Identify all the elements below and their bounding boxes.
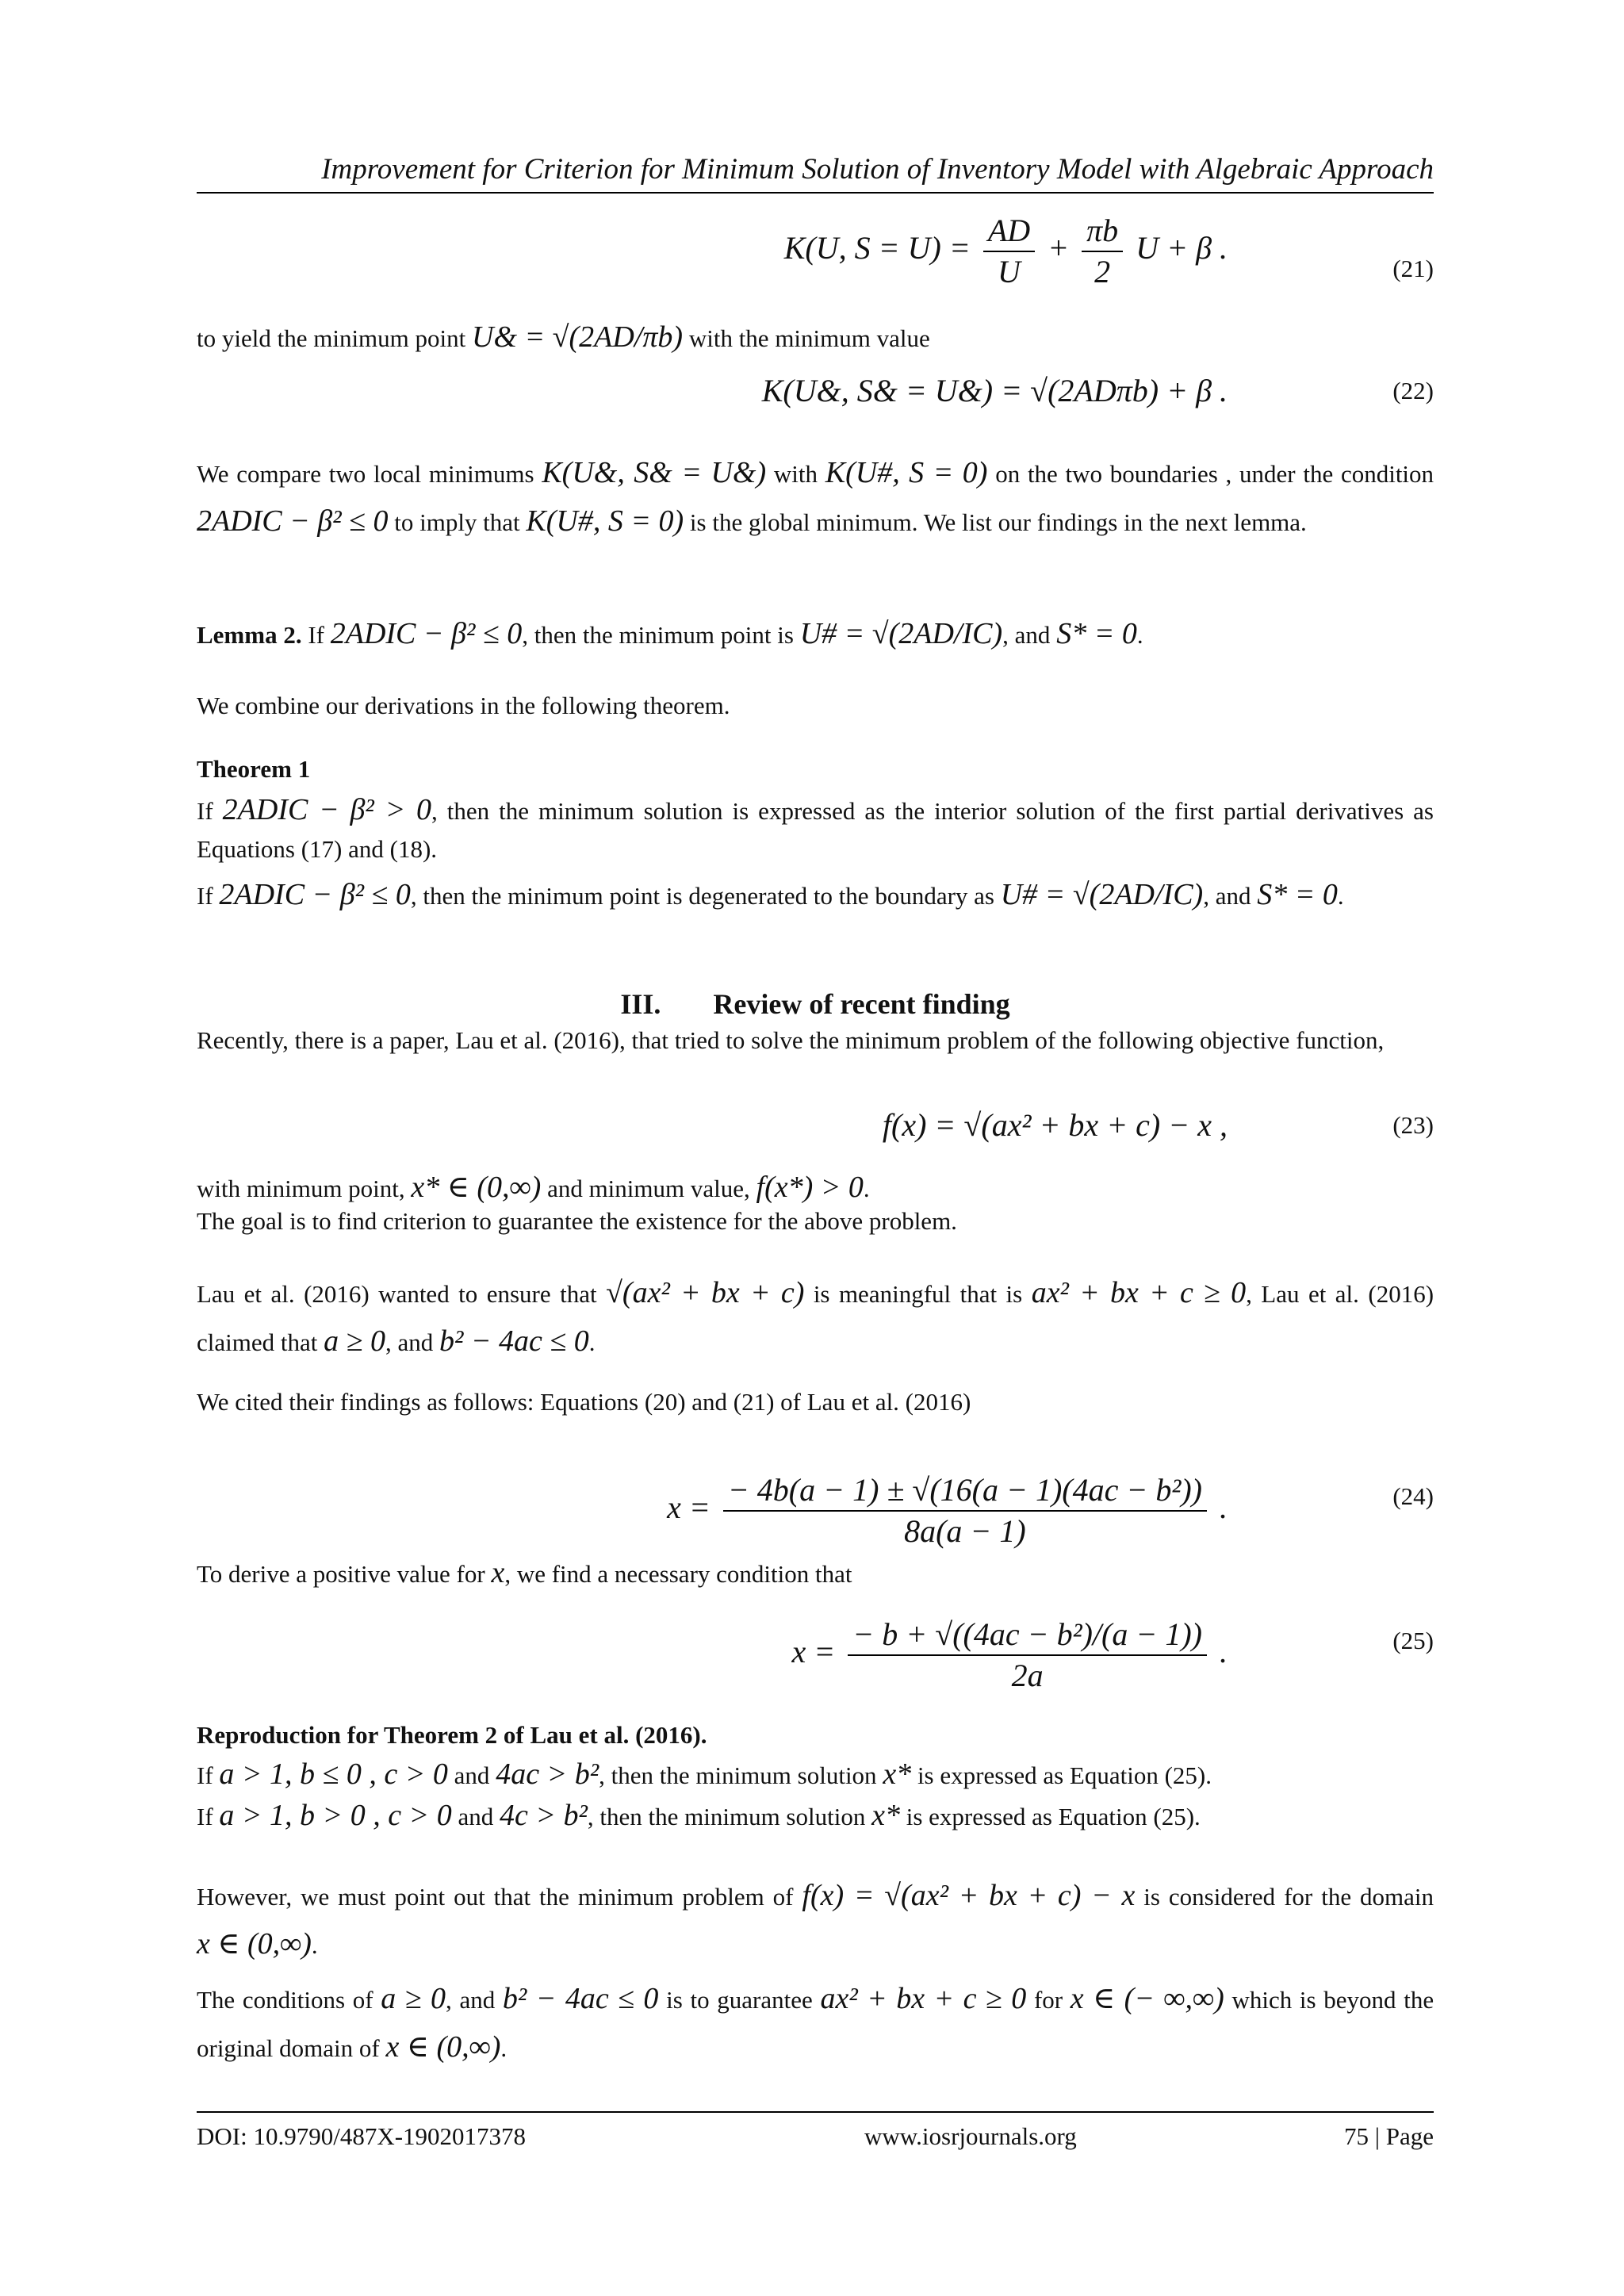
text-run: on the two boundaries , under the condition [995,460,1434,488]
math-inline: 2ADIC − β² > 0 [222,793,431,826]
reproduction-line-1 [197,1753,1434,1796]
math-inline: x [491,1556,505,1589]
eq21-frac2-den: 2 [1094,254,1111,289]
math-inline: 4ac > b² [496,1757,599,1791]
reproduction-line-2 [197,1794,1434,1838]
math-inline: x* [871,1799,900,1832]
eq24-lhs: x = [667,1489,710,1526]
section-title: Review of recent finding [713,988,1010,1020]
header-rule [197,192,1434,194]
equation-25-number: (25) [1392,1627,1434,1655]
eq21-frac1-den: U [998,254,1021,289]
math-inline: 2ADIC − β² ≤ 0 [330,617,523,650]
text-run: . [588,1328,596,1356]
equation-22-number: (22) [1392,377,1434,405]
text-run: and minimum value, [547,1175,750,1202]
eq21-plus: + [1048,230,1070,266]
text-run: is expressed as Equation (25). [906,1803,1201,1830]
math-inline: x ∈ (− ∞,∞) [1070,1982,1224,2015]
text-run: If [197,797,213,825]
math-inline: S* = 0 [1257,878,1338,911]
math-inline: f(x*) > 0 [756,1171,864,1204]
eq24-numerator: − 4b(a − 1) ± √(16(a − 1)(4ac − b²)) [723,1470,1207,1512]
math-inline: b² − 4ac ≤ 0 [439,1324,589,1358]
text-run: with the minimum value [688,324,930,352]
footer-rule [197,2111,1434,2113]
paragraph-combine: We combine our derivations in the following theorem. [197,692,730,719]
text-run: , and [1203,882,1251,910]
paragraph-min-point [197,316,1434,359]
eq25-denominator: 2a [1011,1658,1044,1693]
math-inline: U# = √(2AD/IC) [1000,878,1204,911]
math-inline: 4c > b² [499,1799,588,1832]
math-inline: 2ADIC − β² ≤ 0 [197,504,389,538]
equation-22 [197,358,1434,422]
paragraph-recently: Recently, there is a paper, Lau et al. (2016), that tried to solve the minimum problem of the following objective function, [197,1026,1385,1054]
eq25-numerator: − b + √((4ac − b²)/(a − 1)) [848,1615,1207,1656]
text-run: and [458,1803,494,1830]
eq25-tail: . [1220,1634,1228,1670]
math-inline: b² − 4ac ≤ 0 [502,1982,659,2015]
eq21-frac-ad-u [983,211,1035,292]
equation-21 [197,213,1434,300]
equation-23-expr: f(x) = √(ax² + bx + c) − x , [882,1107,1228,1143]
footer-page: 75 | Page [1344,2122,1434,2150]
math-inline: K(U&, S& = U&) [542,456,767,489]
math-inline: S* = 0 [1056,617,1137,650]
text-run: . [1337,882,1344,910]
eq24-fraction [723,1470,1207,1551]
math-inline: a ≥ 0 [381,1982,446,2015]
footer-site: www.iosrjournals.org [864,2122,1077,2150]
text-run: , then the minimum point is [522,621,794,649]
equation-24-number: (24) [1392,1482,1434,1511]
text-run: . [1136,621,1143,649]
math-inline: a > 1, b > 0 , c > 0 [219,1799,452,1832]
text-run: , and [446,1986,496,2014]
eq24-tail: . [1220,1489,1228,1526]
text-run: . [863,1175,870,1202]
footer-doi: DOI: 10.9790/487X-1902017378 [197,2122,527,2150]
text-run: , Lau et al. (2016) claimed that [197,1280,1434,1356]
equation-22-expr: K(U&, S& = U&) = √(2ADπb) + β . [761,373,1228,408]
text-run: is the global minimum. We list our findings in the next lemma. [689,508,1307,536]
math-inline: ax² + bx + c ≥ 0 [820,1982,1027,2015]
equation-21-expr [784,211,1228,292]
reproduction-label: Reproduction for Theorem 2 of Lau et al. (2016). [197,1721,707,1749]
equation-24-expr [667,1470,1228,1551]
text-run: If [197,1761,213,1789]
math-inline: U& = √(2AD/πb) [472,320,684,354]
text-run: is considered for the domain [1143,1883,1434,1911]
text-run: is meaningful that is [813,1280,1023,1308]
eq21-rhs: U + β . [1136,230,1228,266]
text-run: to imply that [394,508,520,536]
eq24-denominator: 8a(a − 1) [904,1513,1026,1549]
lemma-label: Lemma 2. [197,621,302,649]
text-run: . [500,2033,508,2062]
paragraph-however [197,1872,1434,1968]
text-run: for [1033,1986,1063,2014]
text-run: The conditions of [197,1986,373,2014]
running-header: Improvement for Criterion for Minimum Solution of Inventory Model with Algebraic Approach [321,153,1434,186]
equation-25-expr [792,1615,1228,1696]
text-run: , then the minimum solution [599,1761,877,1789]
text-run: and [454,1761,490,1789]
text-run: , we find a necessary condition that [504,1560,852,1588]
text-run: to yield the minimum point [197,324,466,352]
math-inline: a > 1, b ≤ 0 , c > 0 [219,1757,448,1791]
text-run: However, we must point out that the minimum problem of [197,1883,794,1911]
theorem-1-part-a [197,788,1434,868]
math-inline: √(ax² + bx + c) [606,1276,805,1309]
text-run: We compare two local minimums [197,460,534,488]
text-run: which is beyond the original domain of [197,1986,1434,2062]
equation-25 [197,1588,1434,1699]
math-inline: 2ADIC − β² ≤ 0 [219,878,411,911]
text-run: . [311,1930,318,1959]
section-number: III. [620,988,661,1020]
theorem-1-part-b [197,871,1434,919]
eq21-frac1-num: AD [983,211,1035,252]
paragraph-lau-ensure [197,1269,1434,1366]
section-heading [197,983,1434,1025]
math-inline: K(U#, S = 0) [825,456,988,489]
eq21-frac-pib-2 [1082,211,1123,292]
text-run: If [308,621,324,649]
text-run: , and [385,1328,434,1356]
eq21-frac2-num: πb [1082,211,1123,252]
paragraph-goal: The goal is to find criterion to guarantee the existence for the above problem. [197,1207,957,1235]
math-inline: x ∈ (0,∞) [385,2030,501,2064]
text-run: with minimum point, [197,1175,405,1202]
paragraph-cited: We cited their findings as follows: Equations (20) and (21) of Lau et al. (2016) [197,1388,971,1416]
paragraph-compare [197,449,1434,546]
text-run: is to guarantee [666,1986,813,2014]
math-inline: x ∈ (0,∞) [197,1926,312,1961]
equation-23 [197,1093,1434,1156]
paragraph-with-min-point [197,1166,1434,1209]
eq21-lhs: K(U, S = U) = [783,230,971,266]
eq25-lhs: x = [791,1634,836,1670]
eq25-fraction [848,1615,1207,1696]
lemma-2 [197,612,1434,656]
equation-23-number: (23) [1392,1111,1434,1140]
paragraph-conditions [197,1975,1434,2072]
math-inline: ax² + bx + c ≥ 0 [1031,1276,1247,1309]
math-inline: a ≥ 0 [324,1324,385,1358]
text-run: If [197,1803,213,1830]
math-inline: f(x) = √(ax² + bx + c) − x [802,1879,1136,1912]
text-run: To derive a positive value for [197,1560,485,1588]
equation-24 [197,1443,1434,1554]
text-run: , then the minimum solution is expressed as the interior solution of the first partial derivatives as Equations (17) and (18). [197,797,1434,864]
math-inline: x* ∈ (0,∞) [411,1171,542,1204]
text-run: is expressed as Equation (25). [917,1761,1212,1789]
text-run: with [773,460,818,488]
math-inline: x* [883,1757,912,1791]
text-run: If [197,882,213,910]
math-inline: U# = √(2AD/IC) [799,617,1003,650]
text-run: Lau et al. (2016) wanted to ensure that [197,1280,597,1308]
theorem-1-label: Theorem 1 [197,755,311,783]
math-inline: K(U#, S = 0) [526,504,684,538]
text-run: , then the minimum point is degenerated to the boundary as [410,882,994,910]
text-run: , and [1002,621,1051,649]
equation-21-number: (21) [1392,255,1434,283]
text-run: , then the minimum solution [587,1803,866,1830]
